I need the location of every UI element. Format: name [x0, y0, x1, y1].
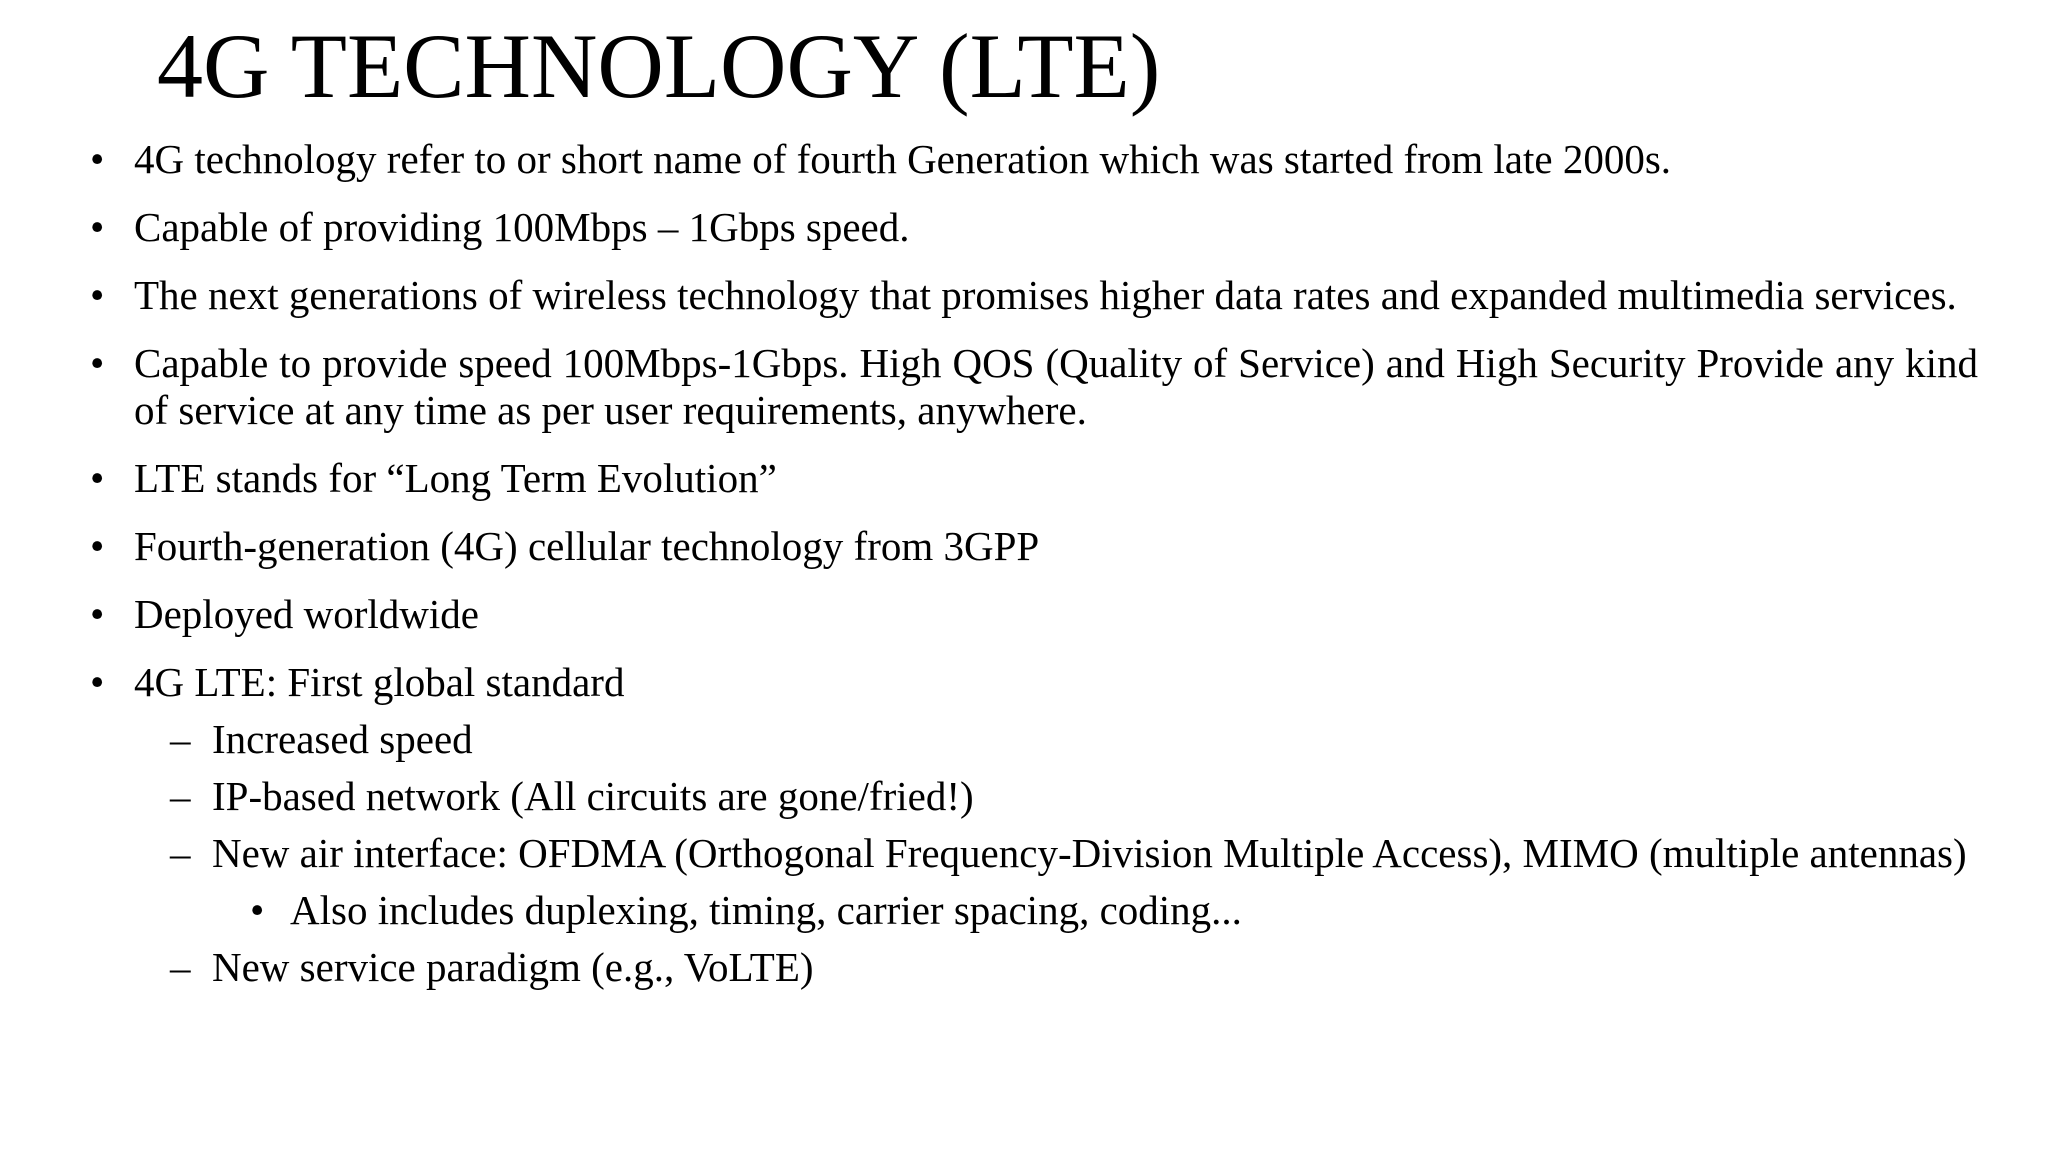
bullet-marker: •	[250, 887, 265, 933]
bullet-text: Capable to provide speed 100Mbps-1Gbps. High QOS (Quality of Service) and High Security Provide any kind of service at any time as per user requirements, anywhere.	[134, 340, 1978, 433]
bullet-item	[90, 659, 1978, 706]
sub-sub-bullet-item	[90, 887, 1978, 934]
bullet-marker: •	[90, 659, 105, 705]
sub-bullet-item	[90, 716, 1978, 763]
bullet-marker: •	[90, 204, 105, 250]
sub-bullet-item	[90, 830, 1978, 877]
bullet-marker: •	[90, 136, 105, 182]
bullet-item	[90, 523, 1978, 570]
bullet-text: Deployed worldwide	[134, 591, 479, 637]
bullet-item	[90, 204, 1978, 251]
bullet-text: Fourth-generation (4G) cellular technology from 3GPP	[134, 523, 1040, 569]
bullet-list	[90, 136, 1978, 1001]
bullet-item	[90, 340, 1978, 434]
sub-bullet-item	[90, 944, 1978, 991]
bullet-marker: •	[90, 523, 105, 569]
bullet-item	[90, 272, 1978, 319]
dash-marker: –	[170, 830, 191, 876]
bullet-item	[90, 591, 1978, 638]
slide-title: 4G TECHNOLOGY (LTE)	[157, 15, 1161, 117]
dash-marker: –	[170, 716, 191, 762]
bullet-text: Capable of providing 100Mbps – 1Gbps speed.	[134, 204, 910, 250]
sub-bullet-text: New air interface: OFDMA (Orthogonal Frequency-Division Multiple Access), MIMO (multiple antennas)	[212, 830, 1967, 876]
bullet-text: 4G technology refer to or short name of fourth Generation which was started from late 2000s.	[134, 136, 1672, 182]
bullet-marker: •	[90, 340, 105, 386]
bullet-marker: •	[90, 455, 105, 501]
bullet-item	[90, 136, 1978, 183]
sub-bullet-item	[90, 773, 1978, 820]
sub-bullet-text: New service paradigm (e.g., VoLTE)	[212, 944, 814, 990]
sub-bullet-text: Increased speed	[212, 716, 473, 762]
bullet-marker: •	[90, 591, 105, 637]
bullet-marker: •	[90, 272, 105, 318]
dash-marker: –	[170, 944, 191, 990]
bullet-text: LTE stands for “Long Term Evolution”	[134, 455, 777, 501]
sub-sub-bullet-text: Also includes duplexing, timing, carrier spacing, coding...	[290, 887, 1242, 933]
dash-marker: –	[170, 773, 191, 819]
bullet-text: 4G LTE: First global standard	[134, 659, 625, 705]
bullet-text: The next generations of wireless technology that promises higher data rates and expanded multimedia services.	[134, 272, 1957, 318]
bullet-item	[90, 455, 1978, 502]
sub-bullet-text: IP-based network (All circuits are gone/fried!)	[212, 773, 974, 819]
